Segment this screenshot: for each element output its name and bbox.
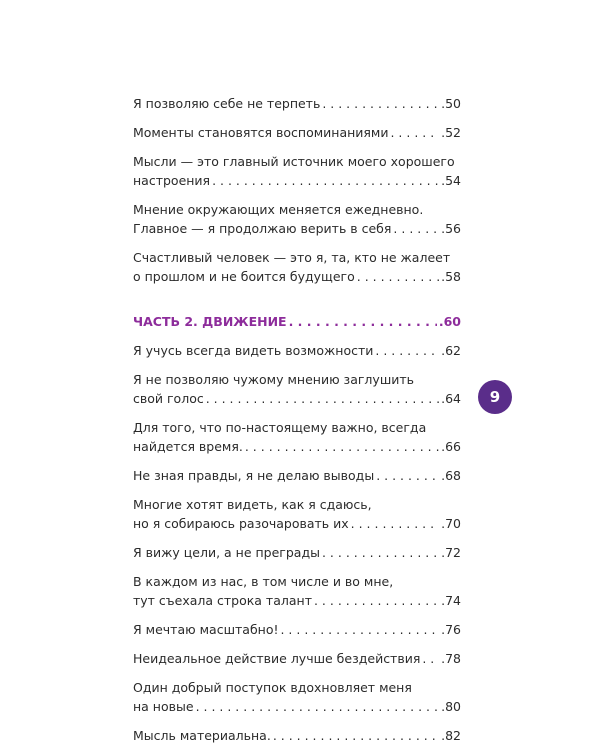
toc-entry-title: свой голос xyxy=(133,391,204,406)
toc-entry xyxy=(133,620,461,639)
toc-entry-title: Я вижу цели, а не преграды xyxy=(133,545,320,560)
dot-leader xyxy=(196,697,440,716)
dot-leader xyxy=(314,591,439,610)
dot-leader xyxy=(322,543,439,562)
dot-leader xyxy=(376,466,439,485)
toc-entry-page: .78 xyxy=(441,651,461,666)
toc-entry-line: Один добрый поступок вдохновляет меня xyxy=(133,680,412,695)
toc-entry-title: Я мечтаю масштабно! xyxy=(133,622,279,637)
toc-entry-line: В каждом из нас, в том числе и во мне, xyxy=(133,574,394,589)
toc-entry-line: Мысли — это главный источник моего хорошего xyxy=(133,154,455,169)
toc-entry xyxy=(133,418,461,456)
toc-entry-page: .54 xyxy=(441,173,461,188)
toc-part1 xyxy=(133,94,461,296)
toc-entry xyxy=(133,466,461,485)
toc-entry xyxy=(133,572,461,610)
page-number: 9 xyxy=(489,388,501,406)
dot-leader xyxy=(273,726,439,745)
toc-entry-page: .72 xyxy=(441,545,461,560)
dot-leader xyxy=(212,171,439,190)
toc-entry-title: тут съехала строка талант xyxy=(133,593,312,608)
toc-entry-page: .52 xyxy=(441,125,461,140)
dot-leader xyxy=(390,123,439,142)
toc-entry-page: .50 xyxy=(441,96,461,111)
toc-entry xyxy=(133,543,461,562)
toc-entry-line: Мнение окружающих меняется ежедневно. xyxy=(133,202,424,217)
toc-entry-title: но я собираюсь разочаровать их xyxy=(133,516,349,531)
toc-entry-title: найдется время. xyxy=(133,439,243,454)
toc-entry-line: Многие хотят видеть, как я сдаюсь, xyxy=(133,497,372,512)
dot-leader xyxy=(245,437,439,456)
toc-entry-page: .66 xyxy=(441,439,461,454)
dot-leader xyxy=(351,514,439,533)
dot-leader xyxy=(206,389,439,408)
toc-entry-page: .62 xyxy=(441,343,461,358)
toc-entry-title: настроения xyxy=(133,173,211,188)
dot-leader xyxy=(280,620,439,639)
toc-entry-page: .58 xyxy=(441,269,461,284)
toc-entry-title: Мысль материальна. xyxy=(133,728,271,743)
dot-leader xyxy=(322,94,439,113)
toc-entry xyxy=(133,495,461,533)
toc-entry xyxy=(133,649,461,668)
toc-entry-line: Я не позволяю чужому мнению заглушить xyxy=(133,372,415,387)
section-heading-text: ЧАСТЬ 2. ДВИЖЕНИЕ xyxy=(133,314,287,329)
toc-entry-title: Главное — я продолжаю верить в себя xyxy=(133,221,392,236)
toc-entry xyxy=(133,678,461,716)
toc-entry xyxy=(133,726,461,745)
toc-entry xyxy=(133,200,461,238)
toc-entry-line: Для того, что по-настоящему важно, всегда xyxy=(133,420,427,435)
toc-entry xyxy=(133,341,461,360)
toc-entry-line: Счастливый человек — это я, та, кто не жалеет xyxy=(133,250,451,265)
dot-leader xyxy=(422,649,439,668)
dot-leader xyxy=(289,312,437,331)
toc-entry xyxy=(133,152,461,190)
dot-leader xyxy=(393,219,439,238)
toc-entry xyxy=(133,370,461,408)
toc-entry-title: о прошлом и не боится будущего xyxy=(133,269,355,284)
toc-entry-title: на новые xyxy=(133,699,194,714)
toc-entry-page: .64 xyxy=(441,391,461,406)
section-heading xyxy=(133,312,461,331)
toc-entry xyxy=(133,248,461,286)
toc-section2 xyxy=(133,312,461,755)
toc-entry xyxy=(133,94,461,113)
toc-part2 xyxy=(133,341,461,745)
toc-entry-page: .70 xyxy=(441,516,461,531)
toc-entry-title: Моменты становятся воспоминаниями xyxy=(133,125,389,140)
toc-entry-page: .56 xyxy=(441,221,461,236)
toc-entry-title: Я позволяю себе не терпеть xyxy=(133,96,321,111)
toc-entry-title: Я учусь всегда видеть возможности xyxy=(133,343,374,358)
toc-entry-page: .74 xyxy=(441,593,461,608)
section-heading-page: .60 xyxy=(438,314,461,329)
toc-entry-page: .76 xyxy=(441,622,461,637)
toc-entry-page: .68 xyxy=(441,468,461,483)
toc-entry-title: Неидеальное действие лучше бездействия xyxy=(133,651,421,666)
toc-entry-page: .82 xyxy=(441,728,461,743)
toc-entry-title: Не зная правды, я не делаю выводы xyxy=(133,468,375,483)
dot-leader xyxy=(357,267,439,286)
toc-entry-page: .80 xyxy=(441,699,461,714)
page-number-badge xyxy=(478,380,512,414)
toc-entry xyxy=(133,123,461,142)
dot-leader xyxy=(375,341,439,360)
